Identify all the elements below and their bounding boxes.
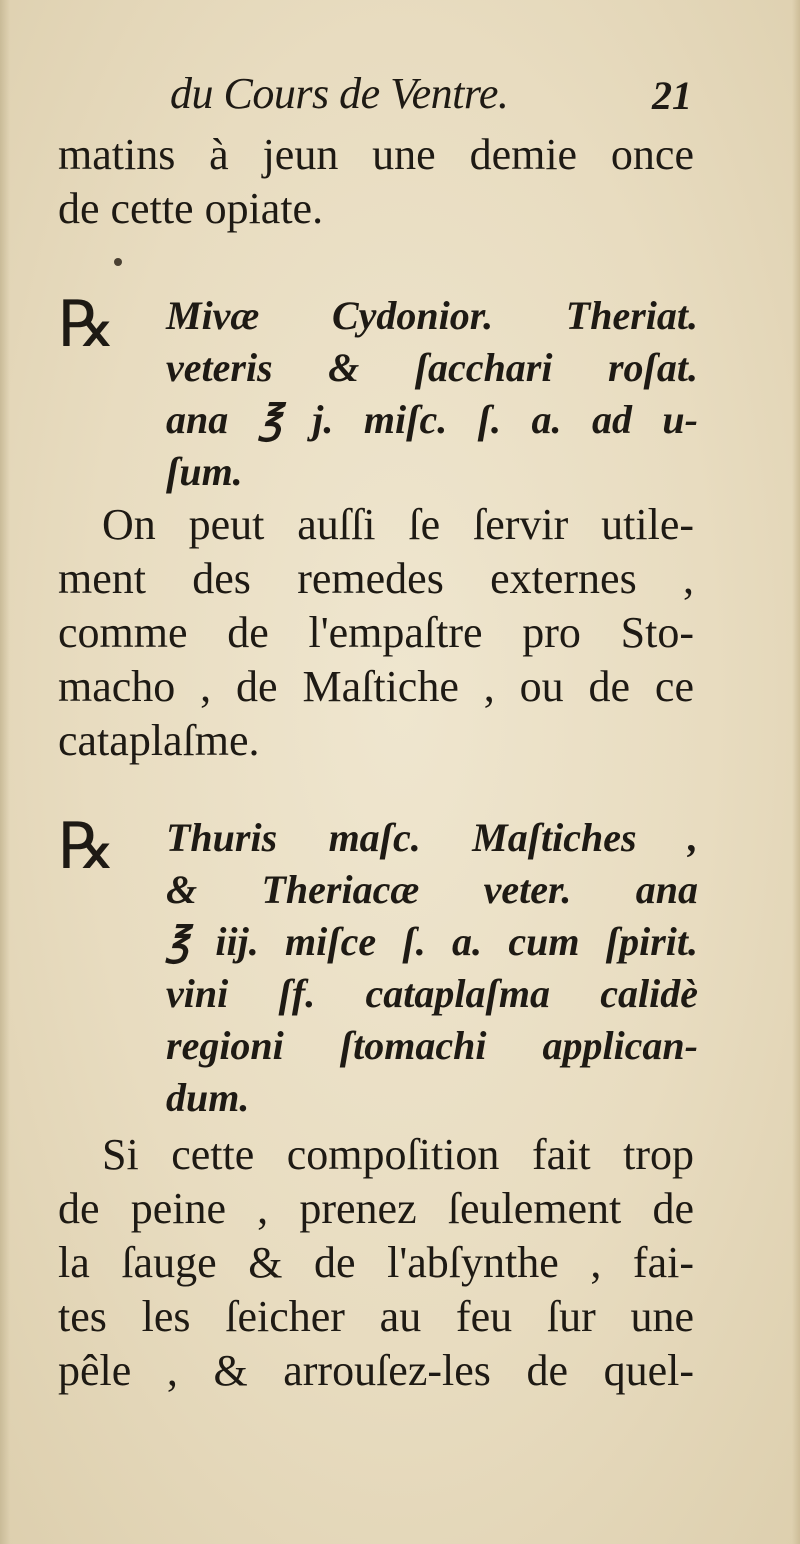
recipe-symbol: ℞ (58, 810, 116, 884)
recipe-line: vini ſf. cataplaſma calidè (166, 971, 698, 1016)
recipe-line: ana ℥ j. miſc. ſ. a. ad u- (166, 397, 698, 442)
recipe-symbol: ℞ (58, 288, 116, 362)
text-line: ment des remedes externes , (58, 554, 694, 603)
text-line: la ſauge & de l'abſynthe , fai- (58, 1238, 694, 1287)
text-line: matins à jeun une demie once (58, 130, 694, 179)
text-line: On peut auſſi ſe ſervir utile- (102, 500, 694, 549)
text-line: macho , de Maſtiche , ou de ce (58, 662, 694, 711)
recipe-block-1 (58, 290, 698, 510)
page-number: 21 (652, 73, 692, 118)
recipe-line: ℥ iij. miſce ſ. a. cum ſpirit. (166, 919, 698, 964)
ink-dot-ornament (114, 258, 122, 266)
recipe-line: Mivæ Cydonior. Theriat. (166, 293, 698, 338)
text-line: de peine , prenez ſeulement de (58, 1184, 694, 1233)
recipe-line: veteris & ſacchari roſat. (166, 345, 698, 390)
page-edge-shadow-right (792, 0, 800, 1544)
recipe-line: & Theriacæ veter. ana (166, 867, 698, 912)
paragraph-opening (58, 128, 694, 236)
recipe-text (166, 290, 698, 498)
recipe-line: Thuris maſc. Maſtiches , (166, 815, 698, 860)
text-line: de cette opiate. (58, 184, 324, 233)
recipe-line: dum. (166, 1075, 250, 1120)
text-line: comme de l'empaſtre pro Sto- (58, 608, 694, 657)
running-title: du Cours de Ventre. (170, 69, 509, 118)
paragraph-sage-absinthe (58, 1128, 694, 1398)
page-edge-shadow-left (0, 0, 10, 1544)
text-line: pêle , & arrouſez-les de quel- (58, 1346, 694, 1395)
page-header (170, 68, 710, 128)
recipe-text (166, 812, 698, 1124)
text-line: cataplaſme. (58, 716, 260, 765)
recipe-line: regioni ſtomachi applican- (166, 1023, 698, 1068)
recipe-block-2 (58, 812, 698, 1132)
paragraph-external-remedies (58, 498, 694, 768)
recipe-line: ſum. (166, 449, 243, 494)
text-line: tes les ſeicher au feu ſur une (58, 1292, 694, 1341)
text-line: Si cette compoſition fait trop (102, 1130, 694, 1179)
